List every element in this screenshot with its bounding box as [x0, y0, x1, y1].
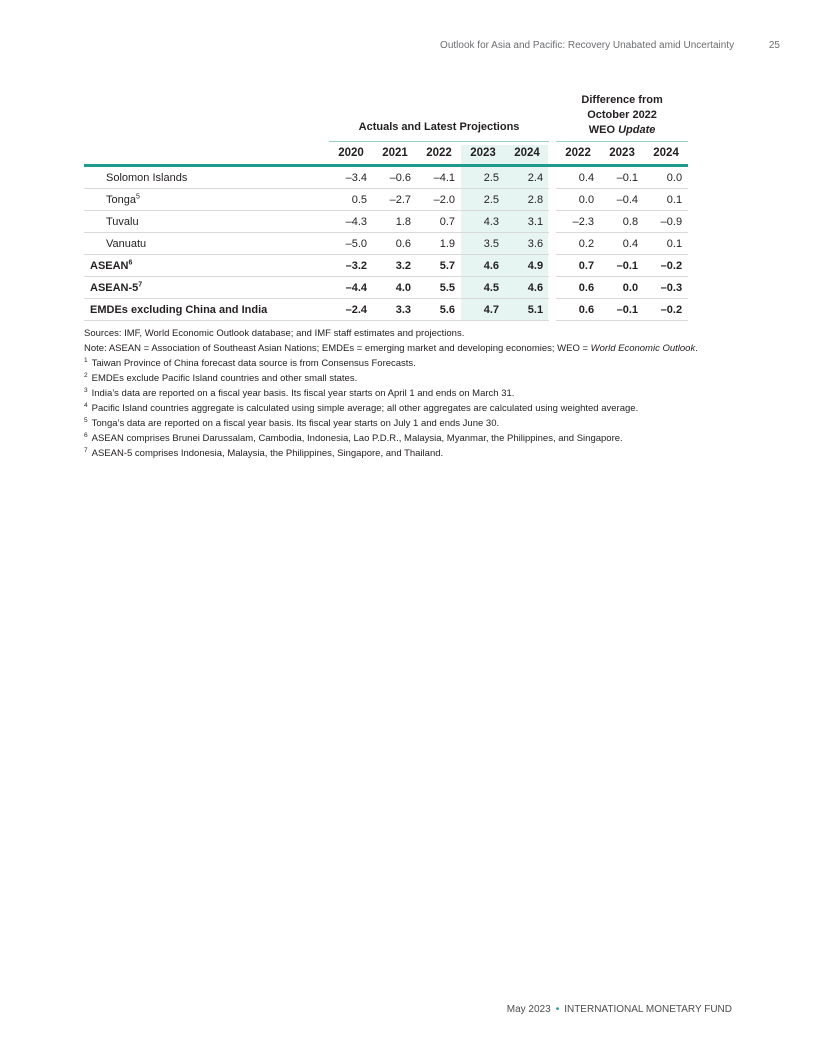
year-header: 2024	[505, 142, 549, 166]
value-cell: 0.6	[373, 233, 417, 255]
value-cell: 4.7	[461, 299, 505, 321]
table-row	[84, 277, 688, 299]
year-header: 2020	[329, 142, 373, 166]
footnote: $^6$ ASEAN comprises Brunei Darussalam, Cambodia, Indonesia, Lao P.D.R., Malaysia, Myanmar, the Philippines, and Singapore.	[84, 431, 623, 444]
value-cell: 0.5	[329, 189, 373, 211]
value-cell: –2.4	[329, 299, 373, 321]
diff-cell: 0.6	[556, 277, 600, 299]
diff-cell: 0.1	[644, 189, 688, 211]
diff-cell: 0.4	[556, 166, 600, 189]
row-label: EMDEs excluding China and India	[84, 299, 329, 321]
footer-date: May 2023	[506, 1004, 551, 1015]
diff-cell: –0.3	[644, 277, 688, 299]
year-header: 2023	[461, 142, 505, 166]
value-cell: 1.8	[373, 211, 417, 233]
value-cell: 1.9	[417, 233, 461, 255]
footnote: $^3$ India’s data are reported on a fiscal year basis. Its fiscal year starts on April 1 and ends on March 31.	[84, 386, 515, 399]
diff-cell: 0.0	[600, 277, 644, 299]
diff-cell: 0.0	[644, 166, 688, 189]
footnotes	[84, 357, 732, 460]
diff-header-line1: Difference from	[581, 94, 663, 106]
footnote: $^4$ Pacific Island countries aggregate is calculated using simple average; all other aggregates are calculated using weighted average.	[84, 401, 639, 414]
table-row	[84, 255, 688, 277]
value-cell: –5.0	[329, 233, 373, 255]
running-head	[0, 40, 780, 51]
row-label: Vanuatu	[84, 233, 329, 255]
year-header: 2021	[373, 142, 417, 166]
projections-table	[84, 93, 688, 321]
diff-header-line2: October 2022	[587, 109, 657, 121]
year-header-row	[84, 142, 688, 166]
page-number: 25	[768, 40, 780, 51]
value-cell: 2.8	[505, 189, 549, 211]
row-label: Tuvalu	[84, 211, 329, 233]
bullet-icon: •	[555, 1004, 560, 1015]
footnote: $^5$ Tonga’s data are reported on a fiscal year basis. Its fiscal year starts on July 1 and ends June 30.	[84, 416, 500, 429]
diff-cell: 0.6	[556, 299, 600, 321]
value-cell: 4.0	[373, 277, 417, 299]
diff-cell: 0.4	[600, 233, 644, 255]
year-header: 2022	[556, 142, 600, 166]
year-header: 2024	[644, 142, 688, 166]
value-cell: 4.3	[461, 211, 505, 233]
diff-cell: –0.9	[644, 211, 688, 233]
value-cell: 2.4	[505, 166, 549, 189]
diff-header-update: Update	[618, 124, 656, 136]
year-header: 2023	[600, 142, 644, 166]
value-cell: 2.5	[461, 189, 505, 211]
row-label: ASEAN$^6$	[84, 255, 329, 277]
row-label: Solomon Islands	[84, 166, 329, 189]
table-notes	[84, 327, 732, 462]
sources-note: Sources: IMF, World Economic Outlook database; and IMF staff estimates and projections.	[84, 328, 465, 339]
value-cell: 5.7	[417, 255, 461, 277]
value-cell: 0.7	[417, 211, 461, 233]
running-title: Outlook for Asia and Pacific: Recovery Unabated amid Uncertainty	[440, 40, 735, 51]
value-cell: –0.6	[373, 166, 417, 189]
diff-cell: –0.2	[644, 255, 688, 277]
value-cell: 3.1	[505, 211, 549, 233]
row-label: Tonga$^5$	[84, 189, 329, 211]
value-cell: 4.6	[505, 277, 549, 299]
diff-cell: –0.2	[644, 299, 688, 321]
value-cell: –4.4	[329, 277, 373, 299]
value-cell: 4.6	[461, 255, 505, 277]
value-cell: 4.5	[461, 277, 505, 299]
table-row	[84, 211, 688, 233]
footer-org: INTERNATIONAL MONETARY FUND	[564, 1004, 732, 1015]
group-actuals-header: Actuals and Latest Projections	[329, 93, 549, 142]
value-cell: –2.0	[417, 189, 461, 211]
value-cell: 5.1	[505, 299, 549, 321]
footnote: $^2$ EMDEs exclude Pacific Island countries and other small states.	[84, 371, 358, 384]
value-cell: –3.4	[329, 166, 373, 189]
page-footer	[0, 1004, 732, 1015]
table-row	[84, 166, 688, 189]
projections-table-wrap	[84, 93, 688, 321]
diff-cell: –0.1	[600, 299, 644, 321]
value-cell: –2.7	[373, 189, 417, 211]
table-row	[84, 299, 688, 321]
diff-cell: 0.2	[556, 233, 600, 255]
diff-cell: 0.8	[600, 211, 644, 233]
value-cell: –4.3	[329, 211, 373, 233]
diff-cell: –2.3	[556, 211, 600, 233]
value-cell: 4.9	[505, 255, 549, 277]
table-body	[84, 166, 688, 321]
table-row	[84, 233, 688, 255]
diff-header-line3	[556, 123, 688, 138]
year-header: 2022	[417, 142, 461, 166]
value-cell: 2.5	[461, 166, 505, 189]
diff-cell: –0.4	[600, 189, 644, 211]
value-cell: –3.2	[329, 255, 373, 277]
value-cell: 3.3	[373, 299, 417, 321]
diff-cell: 0.1	[644, 233, 688, 255]
row-label: ASEAN-$5^7$	[84, 277, 329, 299]
diff-cell: –0.1	[600, 255, 644, 277]
diff-cell: 0.0	[556, 189, 600, 211]
diff-cell: –0.1	[600, 166, 644, 189]
group-diff-header	[556, 93, 688, 142]
value-cell: 3.6	[505, 233, 549, 255]
value-cell: 5.5	[417, 277, 461, 299]
value-cell: 3.5	[461, 233, 505, 255]
footnote: $^1$ Taiwan Province of China forecast data source is from Consensus Forecasts.	[84, 356, 416, 369]
value-cell: –4.1	[417, 166, 461, 189]
diff-header-weo: WEO	[588, 124, 619, 136]
value-cell: 3.2	[373, 255, 417, 277]
table-row	[84, 189, 688, 211]
group-header-row	[84, 93, 688, 142]
diff-cell: 0.7	[556, 255, 600, 277]
value-cell: 5.6	[417, 299, 461, 321]
abbrev-note: Note: ASEAN = Association of Southeast Asian Nations; EMDEs = emerging market and developing economies; WEO = World Economic Outlook.	[84, 343, 698, 354]
footnote: $^7$ ASEAN-5 comprises Indonesia, Malaysia, the Philippines, Singapore, and Thailand.	[84, 446, 444, 459]
